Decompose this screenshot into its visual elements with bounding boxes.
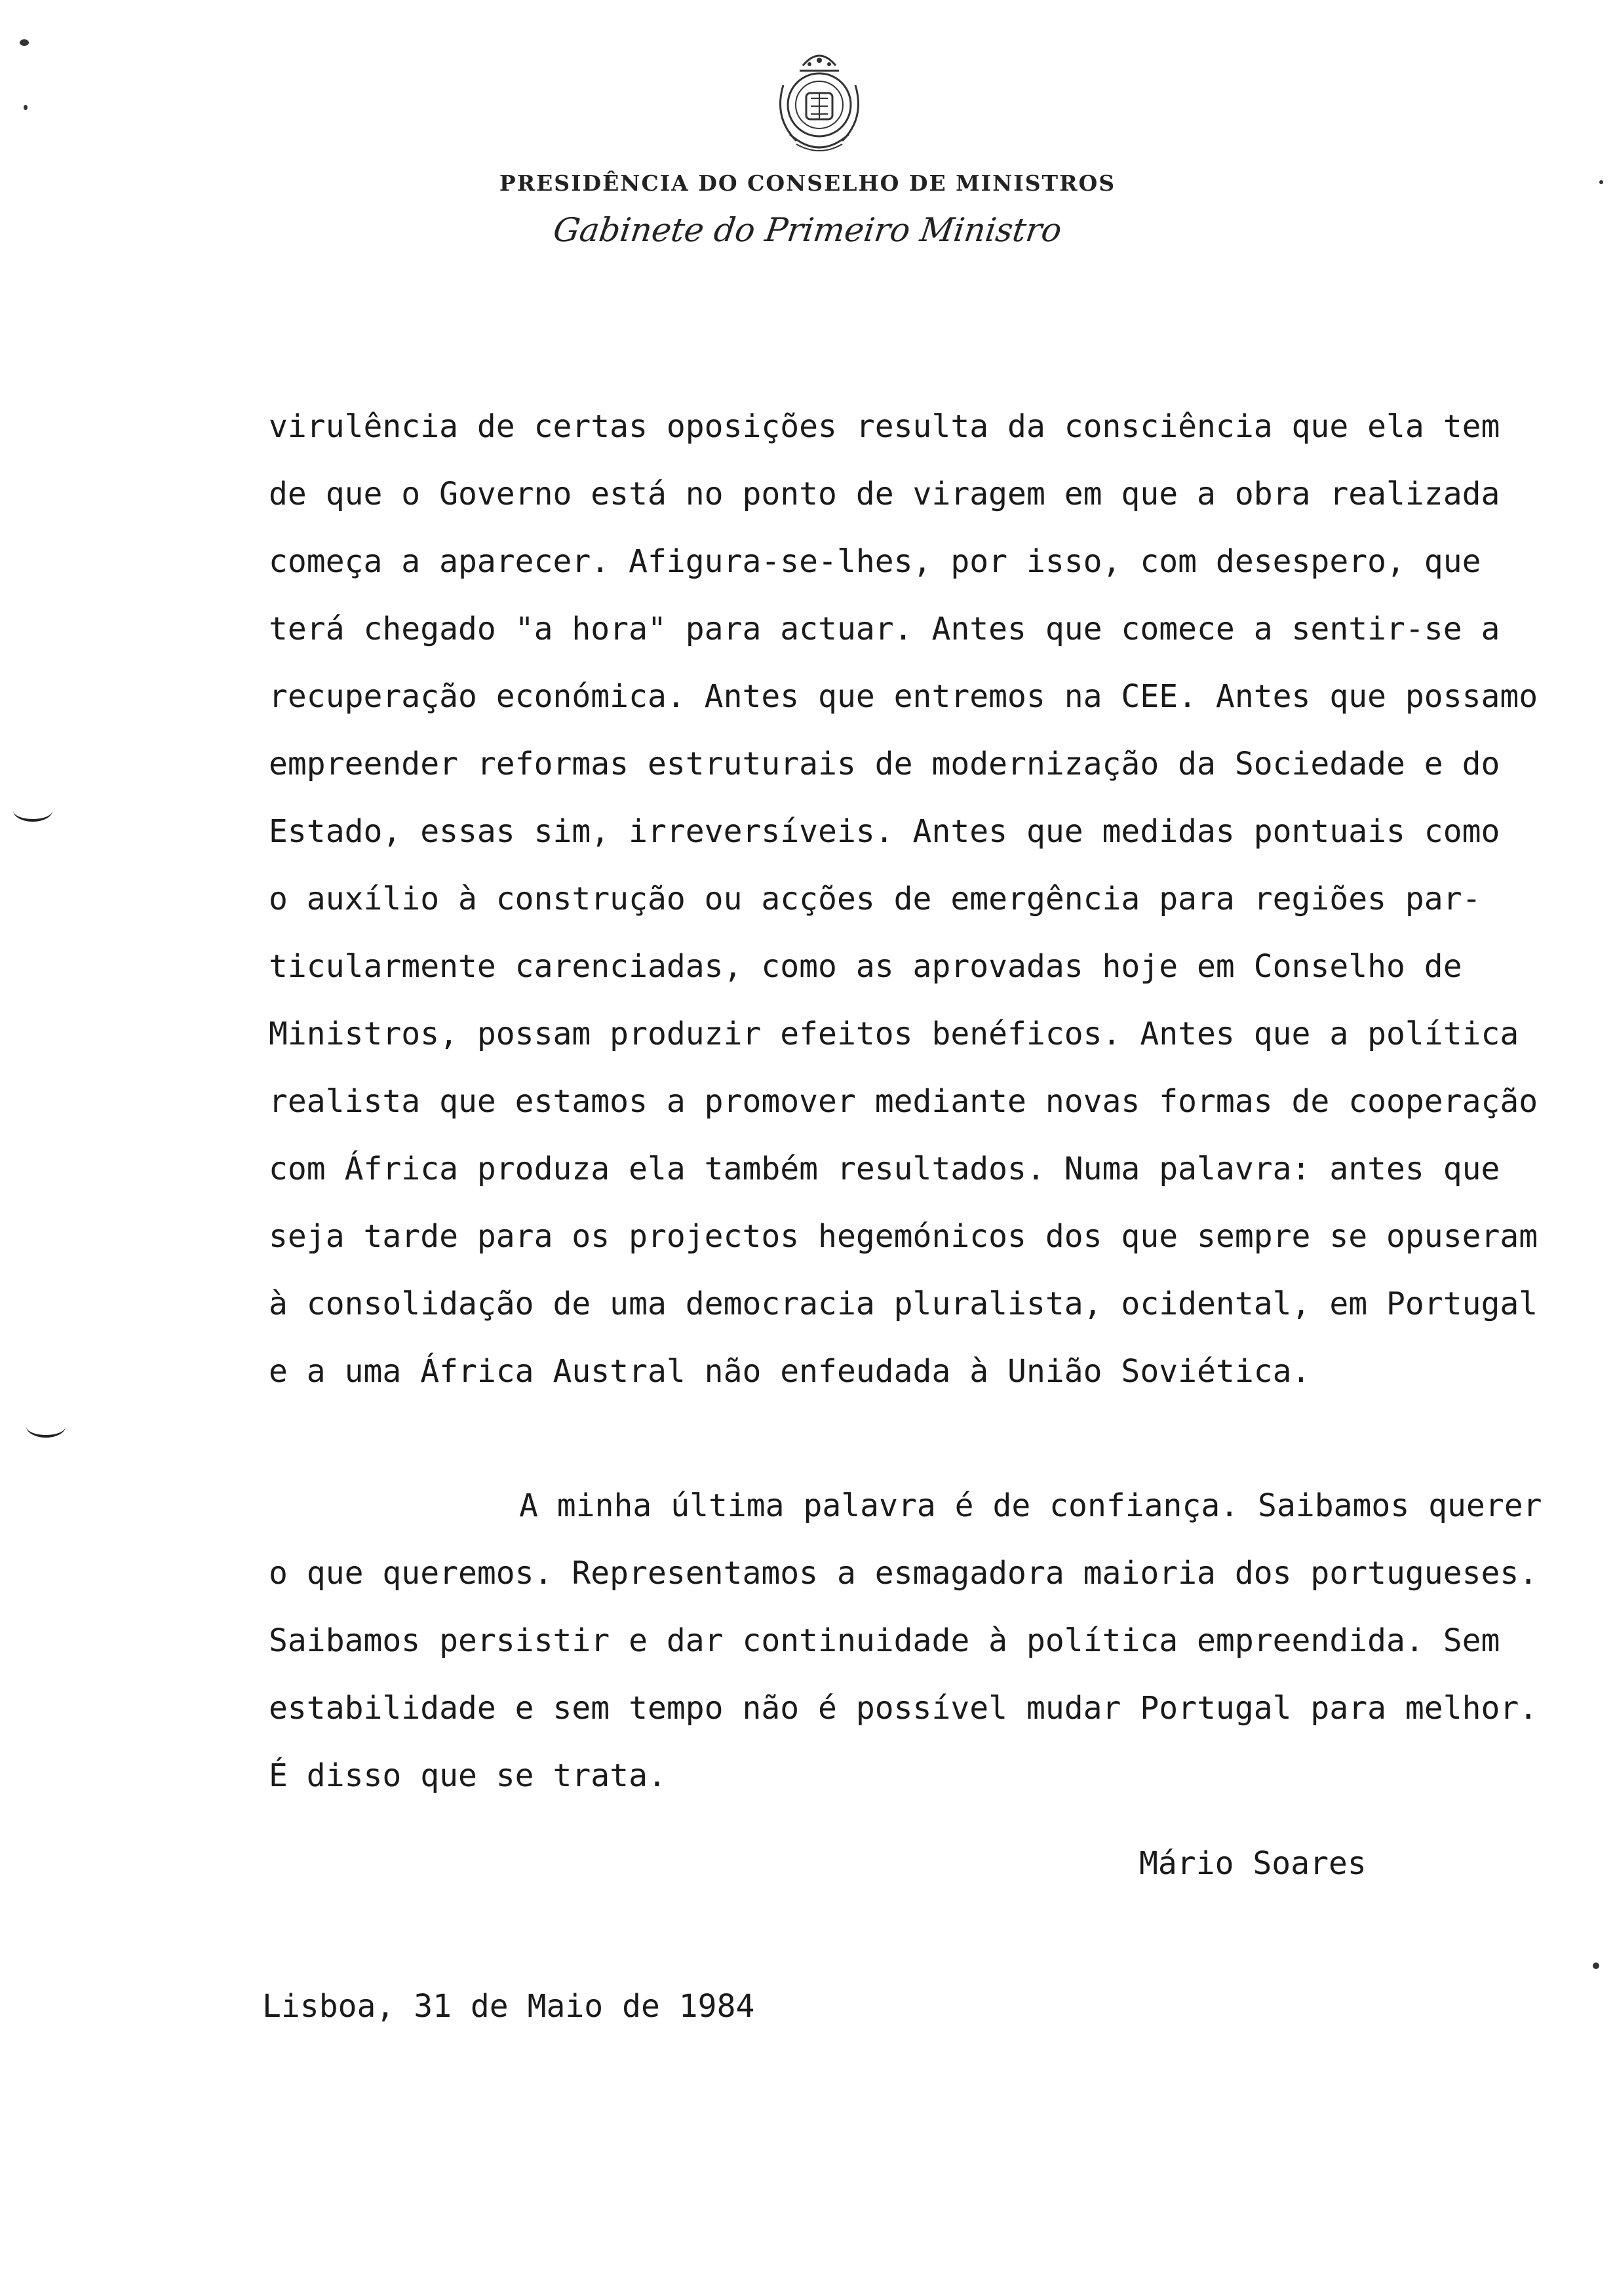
organization-name: PRESIDÊNCIA DO CONSELHO DE MINISTROS [499, 170, 1116, 196]
body-line: Estado, essas sim, irreversíveis. Antes que medidas pontuais como [269, 813, 1500, 850]
body-line: empreender reformas estruturais de modernização da Sociedade e do [269, 746, 1500, 782]
body-line: Ministros, possam produzir efeitos benéficos. Antes que a política [269, 1016, 1519, 1052]
body-line: recuperação económica. Antes que entremos na CEE. Antes que possamo [269, 678, 1538, 715]
letter-body [269, 393, 1593, 1810]
scan-mark [26, 1415, 66, 1438]
scan-speck [1593, 1962, 1599, 1969]
body-line: A minha última palavra é de confiança. Saibamos querer [519, 1487, 1542, 1524]
body-line: estabilidade e sem tempo não é possível mudar Portugal para melhor. [269, 1690, 1538, 1727]
scan-speck [1599, 180, 1603, 184]
body-line: virulência de certas oposições resulta da consciência que ela tem [269, 408, 1500, 445]
body-line: começa a aparecer. Afigura-se-lhes, por isso, com desespero, que [269, 543, 1481, 580]
body-line: terá chegado "a hora" para actuar. Antes que comece a sentir-se a [269, 611, 1500, 647]
body-line: com África produza ela também resultados. Numa palavra: antes que [269, 1151, 1500, 1187]
body-line: de que o Governo está no ponto de viragem em que a obra realizada [269, 476, 1500, 512]
scan-speck [20, 39, 29, 46]
body-line: seja tarde para os projectos hegemónicos dos que sempre se opuseram [269, 1218, 1538, 1255]
body-line: o que queremos. Representamos a esmagadora maioria dos portugueses. [269, 1555, 1538, 1592]
body-line: à consolidação de uma democracia pluralista, ocidental, em Portugal [269, 1286, 1538, 1322]
letterhead [0, 39, 1615, 275]
paragraph-gap [269, 1406, 1593, 1472]
coat-of-arms-icon [764, 46, 875, 164]
body-line: ticularmente carenciadas, como as aprovadas hoje em Conselho de [269, 948, 1462, 985]
body-line: o auxílio à construção ou acções de emergência para regiões par- [269, 881, 1481, 917]
body-line: e a uma África Austral não enfeudada à União Soviética. [269, 1353, 1311, 1390]
dateline: Lisboa, 31 de Maio de 1984 [262, 1988, 755, 2025]
body-line: realista que estamos a promover mediante novas formas de cooperação [269, 1083, 1538, 1120]
body-line: É disso que se trata. [269, 1757, 667, 1794]
scan-mark [13, 799, 52, 822]
body-line: Saibamos persistir e dar continuidade à política empreendida. Sem [269, 1622, 1500, 1659]
signature-name: Mário Soares [1139, 1845, 1367, 1882]
scan-speck [24, 105, 28, 110]
office-name: Gabinete do Primeiro Ministro [551, 211, 1064, 249]
